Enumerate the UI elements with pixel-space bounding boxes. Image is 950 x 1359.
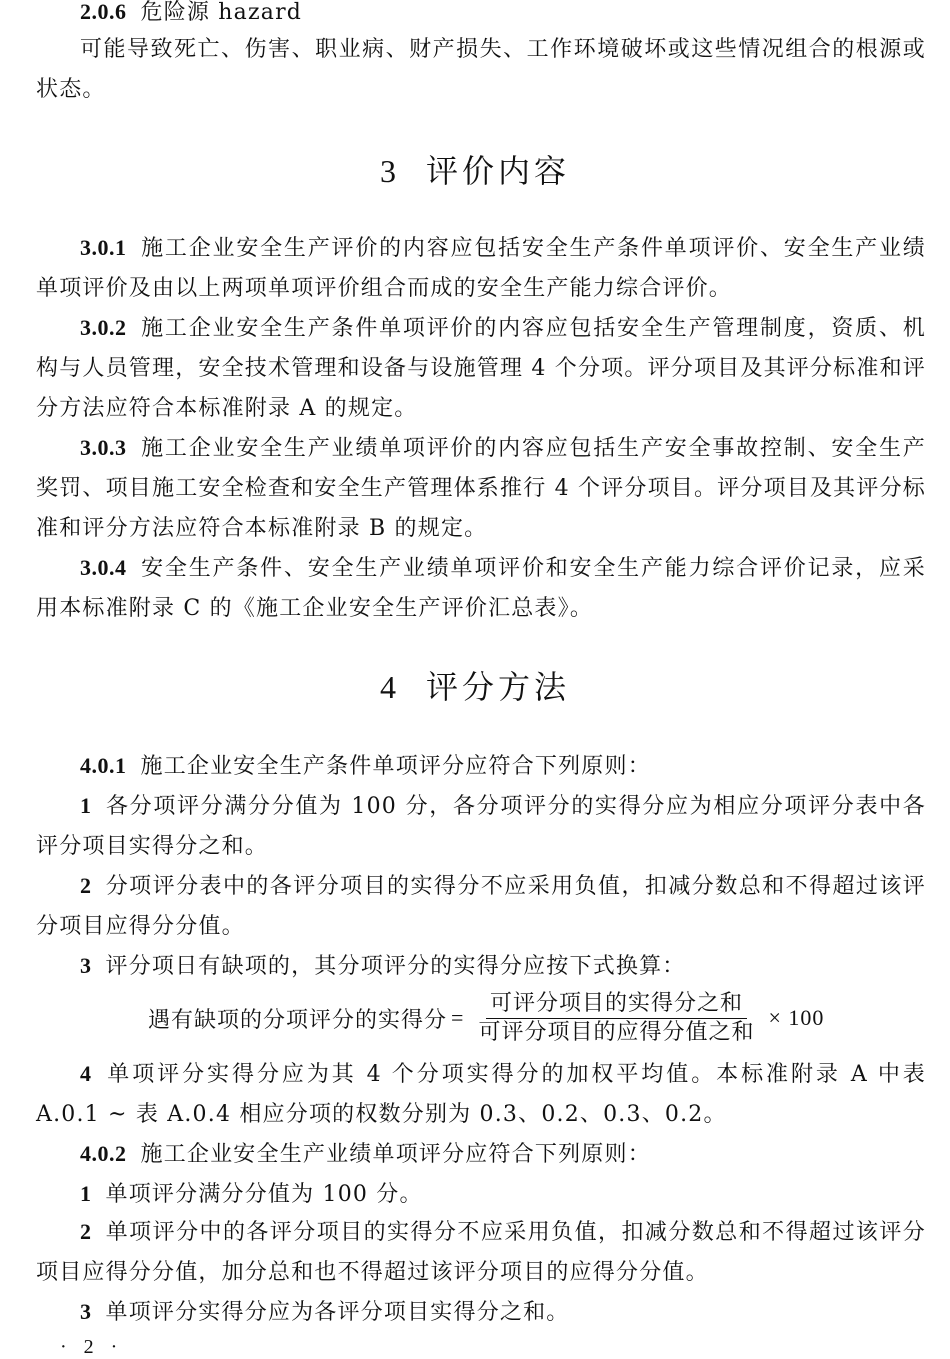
item-4-0-1-1	[36, 786, 926, 867]
item-number: 1	[80, 793, 92, 818]
clause-text: 施工企业安全生产条件单项评分应符合下列原则：	[140, 754, 651, 779]
formula-numerator: 可评分项目的实得分之和	[486, 991, 747, 1019]
formula-equals: =	[451, 1005, 465, 1030]
clause-3-0-1	[36, 228, 926, 309]
clause-2-0-6	[36, 0, 926, 33]
clause-number: 3.0.2	[80, 315, 127, 340]
item-number: 3	[80, 953, 92, 978]
clause-3-0-2	[36, 308, 926, 429]
chapter-number: 4	[379, 669, 400, 705]
item-number: 2	[80, 873, 92, 898]
chapter-3-heading	[0, 146, 950, 192]
item-4-0-2-1	[36, 1174, 926, 1215]
term-definition	[36, 30, 926, 110]
item-text: 各分项评分满分分值为 100 分，各分项评分的实得分应为相应分项评分表中各评分项目实得分之和。	[36, 794, 926, 859]
formula-lhs: 遇有缺项的分项评分的实得分	[148, 1007, 448, 1033]
clause-3-0-3	[36, 428, 926, 549]
item-4-0-1-3	[36, 946, 926, 987]
clause-text: 安全生产条件、安全生产业绩单项评价和安全生产能力综合评价记录，应采用本标准附录 C 的《施工企业安全生产评价汇总表》。	[36, 556, 926, 621]
term-title: 危险源 hazard	[140, 0, 303, 25]
conversion-formula	[148, 990, 828, 1046]
clause-number: 3.0.4	[80, 555, 127, 580]
item-4-0-2-2	[36, 1212, 926, 1293]
item-4-0-1-4	[36, 1054, 926, 1135]
item-number: 2	[80, 1219, 92, 1244]
clause-3-0-4	[36, 548, 926, 629]
item-text: 分项评分表中的各评分项目的实得分不应采用负值，扣减分数总和不得超过该评分项目应得分分值。	[36, 874, 926, 939]
chapter-4-heading	[0, 662, 950, 708]
clause-4-0-2	[36, 1134, 926, 1175]
clause-number: 3.0.3	[80, 435, 127, 460]
page-number: · 2 ·	[60, 1336, 124, 1358]
clause-text: 施工企业安全生产条件单项评价的内容应包括安全生产管理制度，资质、机构与人员管理，安全技术管理和设备与设施管理 4 个分项。评分项目及其评分标准和评分方法应符合本标准附录 A 的规定。	[36, 316, 926, 421]
clause-number: 4.0.1	[80, 753, 127, 778]
formula-fraction	[474, 991, 758, 1046]
item-text: 单项评分满分分值为 100 分。	[105, 1182, 423, 1207]
formula-multiplier: × 100	[768, 1005, 825, 1030]
item-number: 3	[80, 1299, 92, 1324]
clause-text: 施工企业安全生产评价的内容应包括安全生产条件单项评价、安全生产业绩单项评价及由以上两项单项评价组合而成的安全生产能力综合评价。	[36, 236, 926, 301]
item-text: 评分项日有缺项的，其分项评分的实得分应按下式换算：	[105, 954, 686, 979]
clause-number: 3.0.1	[80, 235, 127, 260]
definition-text: 可能导致死亡、伤害、职业病、财产损失、工作环境破坏或这些情况组合的根源或状态。	[36, 37, 926, 102]
chapter-title: 评分方法	[425, 668, 570, 706]
clause-text: 施工企业安全生产业绩单项评分应符合下列原则：	[140, 1142, 651, 1167]
clause-text: 施工企业安全生产业绩单项评价的内容应包括生产安全事故控制、安全生产奖罚、项目施工安全检查和安全生产管理体系推行 4 个评分项目。评分项目及其评分标准和评分方法应符合本标准附录 B 的规定。	[36, 436, 926, 541]
chapter-title: 评价内容	[425, 152, 570, 190]
clause-4-0-1	[36, 746, 926, 787]
clause-number: 2.0.6	[80, 0, 127, 24]
item-4-0-2-3	[36, 1292, 926, 1333]
clause-number: 4.0.2	[80, 1141, 127, 1166]
item-number: 4	[80, 1061, 92, 1086]
item-number: 1	[80, 1181, 92, 1206]
item-text: 单项评分实得分应为各评分项目实得分之和。	[105, 1300, 570, 1325]
item-text: 单项评分中的各评分项目的实得分不应采用负值，扣减分数总和不得超过该评分项目应得分分值，加分总和也不得超过该评分项目的应得分分值。	[36, 1220, 926, 1285]
item-text: 单项评分实得分应为其 4 个分项实得分的加权平均值。本标准附录 A 中表 A.0.1 ~ 表 A.0.4 相应分项的权数分别为 0.3、0.2、0.3、0.2。	[36, 1062, 926, 1127]
chapter-number: 3	[379, 153, 400, 189]
formula-denominator: 可评分项目的应得分值之和	[478, 1019, 755, 1045]
item-4-0-1-2	[36, 866, 926, 947]
